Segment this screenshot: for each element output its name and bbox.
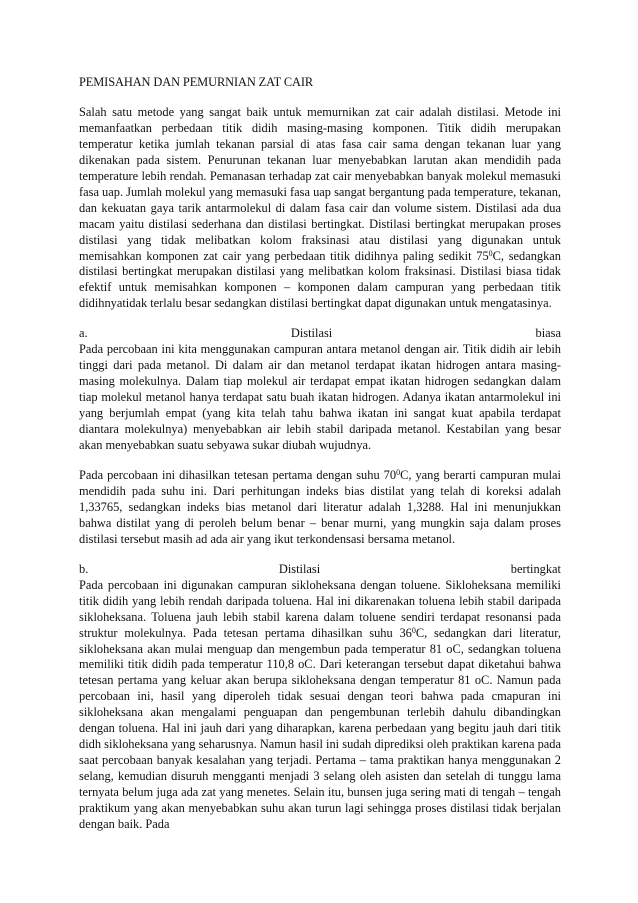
section-a-paragraph-1: Pada percobaan ini kita menggunakan campuran antara metanol dengan air. Titik didih air lebih tinggi dari pada metanol. Di dalam air dan metanol terdapat ikatan hidrogen antara masing-masing molekulnya. Dalam tiap molekul air terdapat empat ikatan hidrogen sedangkan dalam tiap molekul metanol hanya terdapat satu buah ikatan hidrogen. Adanya ikatan antarmolekul ini yang berjumlah empat (yang kita telah tahu bahwa ikatan ini sangat kuat apabila terdapat diantara molekulnya) menyebabkan air lebih stabil daripada metanol. Kestabilan yang besar akan menyebabkan suatu sebyawa sukar diubah wujudnya. [79,342,561,453]
intro-text: Salah satu metode yang sangat baik untuk memurnikan zat cair adalah distilasi. Metode ini memanfaatkan perbedaan titik didih masing-masing komponen. Titik didih merupakan temperatur ketika jumlah tekanan parsial di atas fasa cair sama dengan tekanan luar yang dikenakan pada sistem. Penurunan tekanan luar menyebabkan larutan akan mendidih pada temperature lebih rendah. Pemanasan terhadap zat cair menyebabkan banyak molekul memasuki fasa uap. Jumlah molekul yang memasuki fasa uap sangat bergantung pada temperature, tekanan, dan kekuatan gaya tarik antarmolekul di dalam fasa cair dan volume sistem. Distilasi ada dua macam yaitu distilasi sederhana dan distilasi bertingkat. Distilasi bertingkat merupakan proses distilasi yang tidak melibatkan kolom fraksinasi atau distilasi yang digunakan untuk memisahkan komponen zat cair yang perbedaan titik didihnya paling sedikit 75 [79,104,561,263]
section-b-paragraph-text: Pada percobaan ini digunakan campuran sikloheksana dengan toluene. Sikloheksana memiliki titik didih yang lebih rendah daripada toluena. Hal ini dikarenakan toluena lebih stabil daripada sikloheksana. Toluena jauh lebih stabil karena dalam toluene sendiri terdapat resonansi pada struktur molekulnya. Pada tetesan pertama dihasilkan suhu 36 [79,577,561,640]
document-body [79,75,561,833]
section-a-marker: a. [79,326,88,341]
section-b-heading [79,562,561,578]
degree-superscript: 0 [396,467,401,477]
section-b-marker: b. [79,561,89,576]
degree-superscript: 0 [488,248,493,258]
section-a-paragraph-2-text: Pada percobaan ini dihasilkan tetesan pertama dengan suhu 70 [79,467,397,482]
section-b-word1: Distilasi [278,561,321,576]
section-a-paragraph-2 [79,468,561,548]
degree-superscript: 0 [411,625,416,635]
section-a-word1: Distilasi [290,326,333,341]
section-a-word2: biasa [535,326,561,341]
intro-text-rest: C, sedangkan distilasi bertingkat merupakan distilasi yang melibatkan kolom fraksinasi. Distilasi biasa tidak efektif untuk memisahkan komponen – komponen dalam campuran yang perbedaan titik didihnyatidak terlalu besar sedangkan distilasi bertingkat dapat digunakan untuk mengatasinya. [79,248,561,311]
intro-paragraph [79,105,561,312]
section-b-paragraph [79,578,561,833]
section-b-word2: bertingkat [510,561,561,576]
section-a-paragraph-2-rest: C, yang berarti campuran mulai mendidih pada suhu ini. Dari perhitungan indeks bias distilat yang telah di koreksi adalah 1,33765, sedangkan indeks bias metanol dari literatur adalah 1,3288. Hal ini menunjukkan bahwa distilat yang di peroleh belum benar – benar murni, yang mungkin saja dalam proses distilasi tersebut masih ad ada air yang ikut terkondensasi bersama metanol. [79,467,561,546]
section-a-heading [79,326,561,342]
section-b-paragraph-rest: C, sedangkan dari literatur, sikloheksana akan mulai menguap dan mengembun pada temperatur 81 oC, sedangkan toluena memiliki titik didih pada temperatur 110,8 oC. Dari keterangan tersebut dapat diketahui bahwa tetesan pertama yang keluar akan berupa sikloheksana dengan temperatur 81 oC. Namun pada percobaan ini, hasil yang diperoleh tidak sesuai dengan teori bahwa pada cmapuran ini sikloheksana akan mengalami penguapan dan pengembunan terlebih dahulu dibandingkan dengan toluena. Hal ini jauh dari yang diharapkan, karena perbedaan yang begitu jauh dari titik didh sikloheksana yang seharusnya. Namun hasil ini sudah diprediksi oleh praktikan karena pada saat percobaan banyak kesalahan yang terjadi. Pertama – tama praktikan hanya menggunakan 2 selang, kemudian disuruh mengganti menjadi 3 selang oleh asisten dan setelah di tunggu lama ternyata belum juga ada zat yang menetes. Selain itu, bunsen juga sering mati di tengah – tengah praktikum yang akan menyebabkan suhu akan turun lagi sehingga proses distilasi tidak berjalan dengan baik. Pada [79,625,561,831]
document-title: PEMISAHAN DAN PEMURNIAN ZAT CAIR [79,75,314,89]
